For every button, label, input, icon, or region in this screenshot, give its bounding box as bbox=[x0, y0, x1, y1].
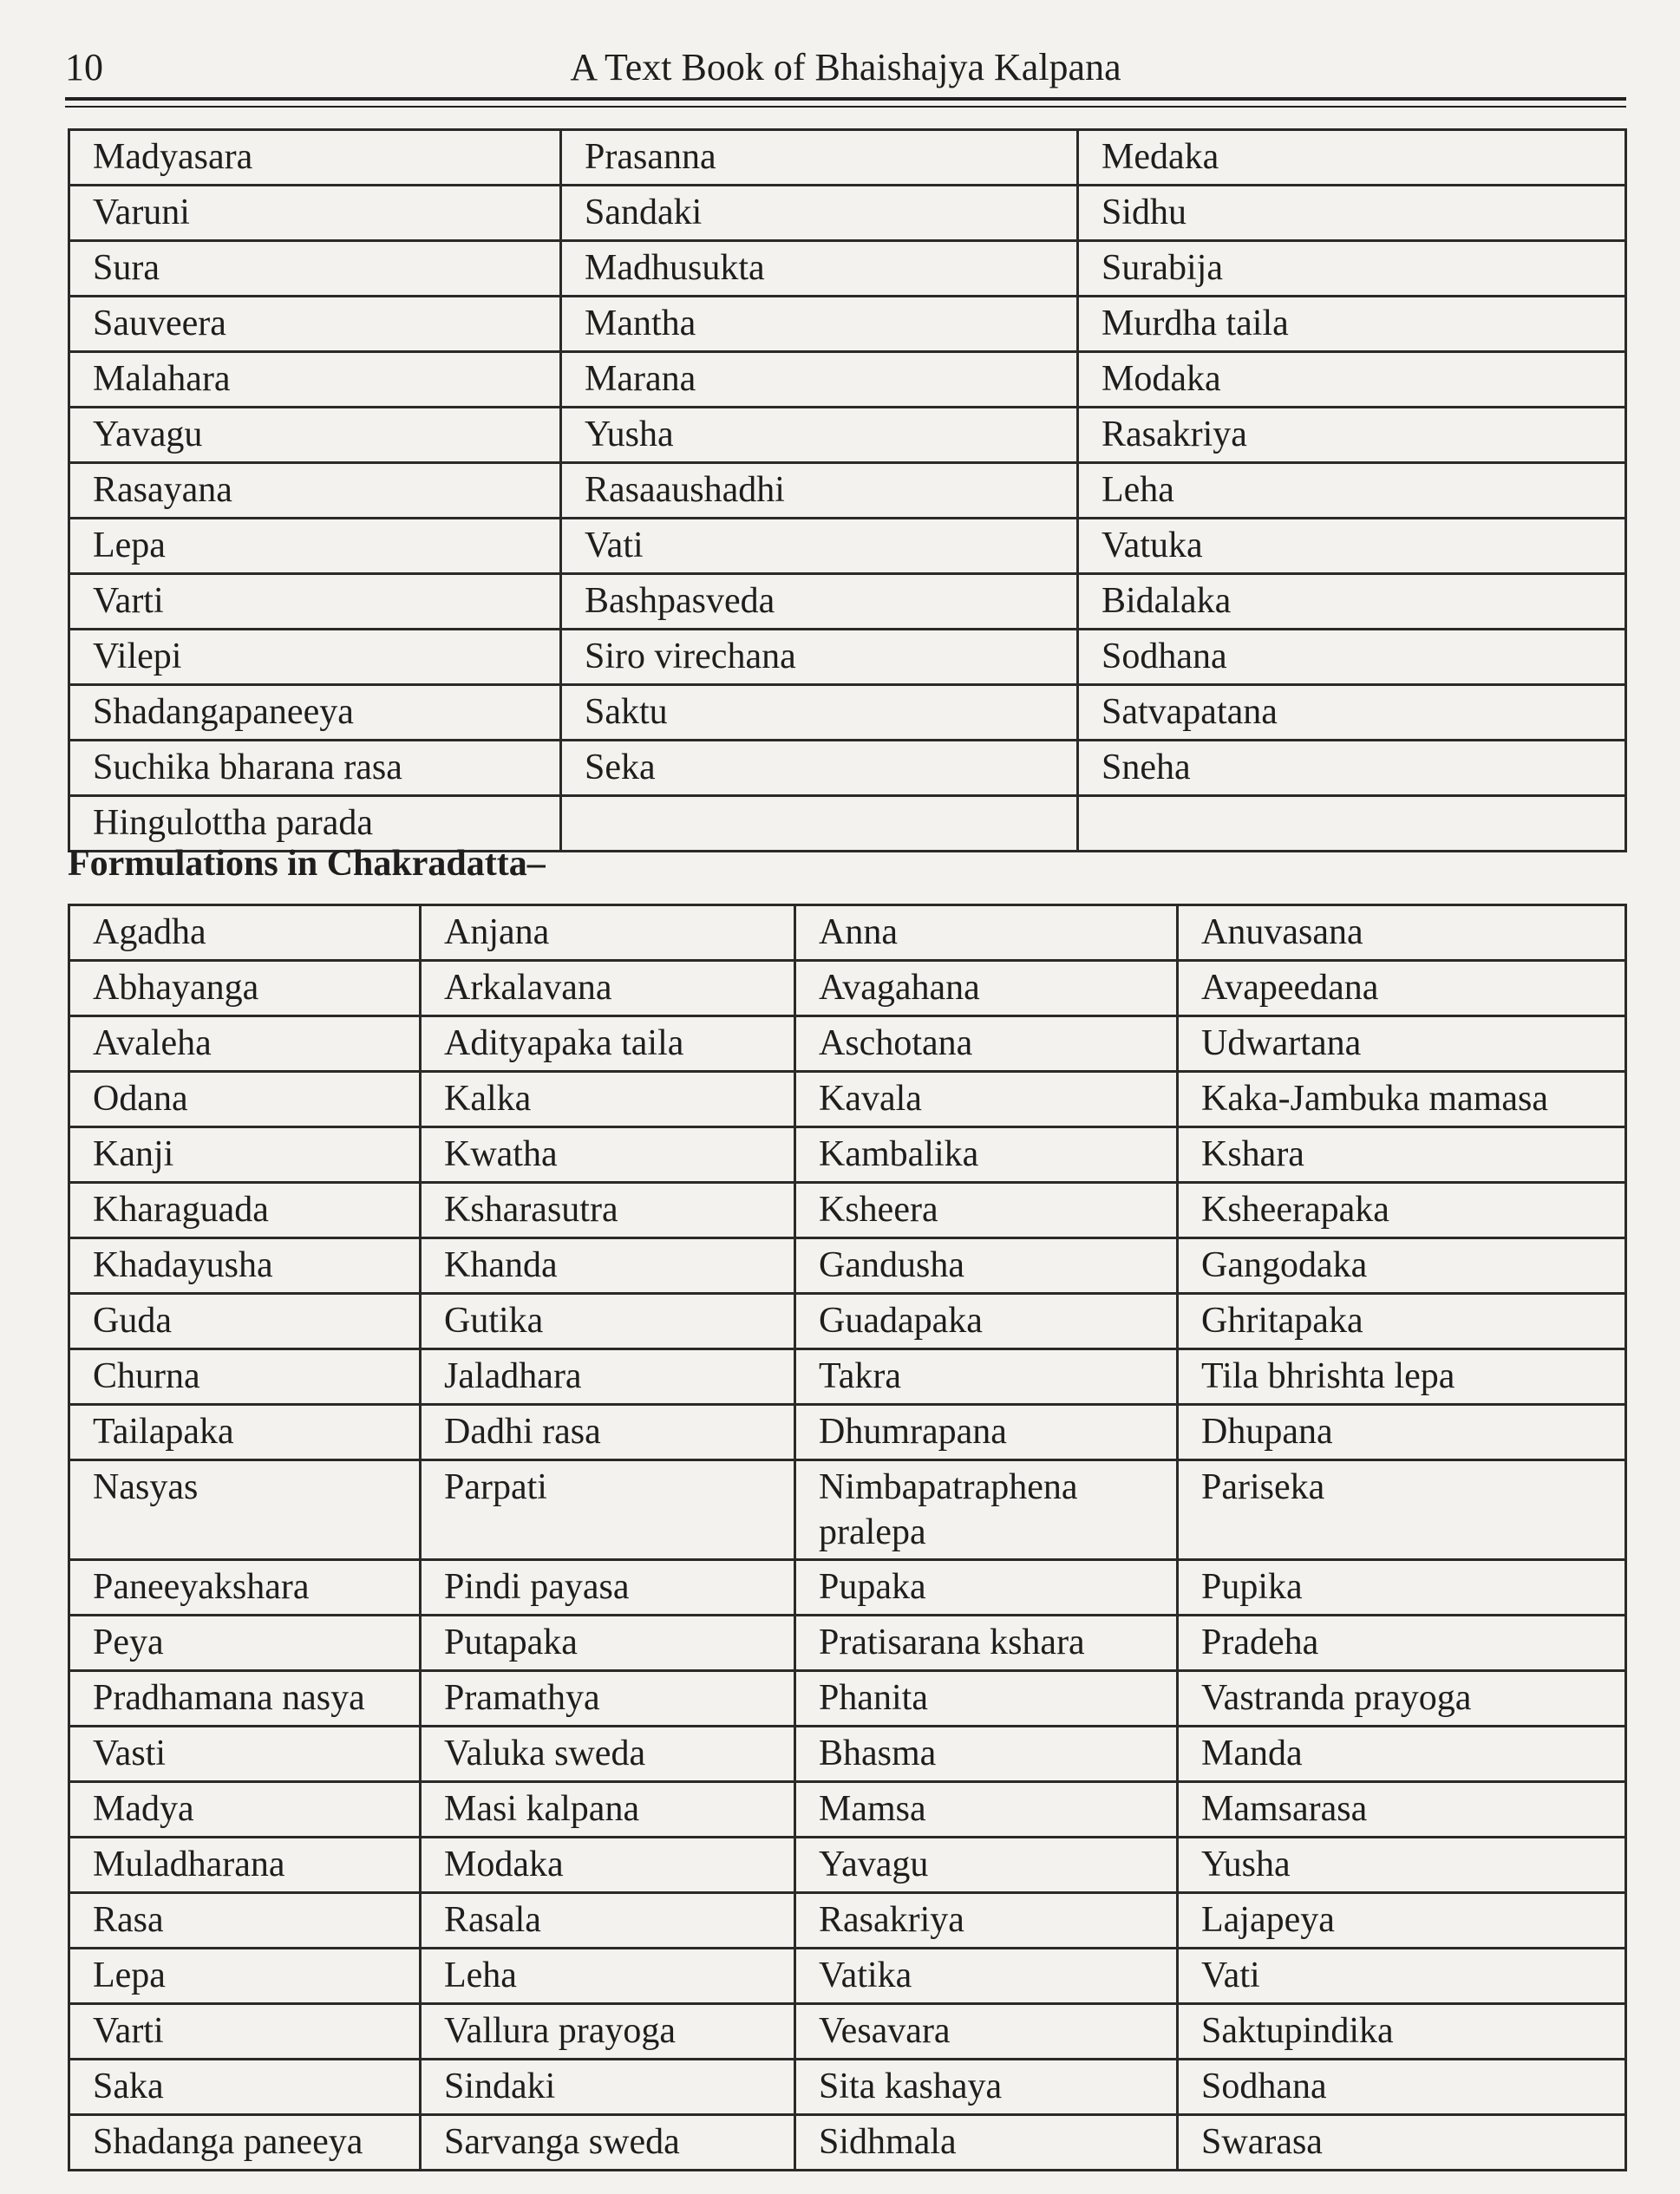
table-cell: Odana bbox=[69, 1072, 421, 1127]
table-cell: Madya bbox=[69, 1782, 421, 1838]
table-cell: Pupika bbox=[1178, 1560, 1626, 1616]
table-cell: Peya bbox=[69, 1616, 421, 1671]
table-cell: Rasaaushadhi bbox=[561, 463, 1078, 519]
table-cell: Bhasma bbox=[795, 1727, 1178, 1782]
table-cell: Gutika bbox=[421, 1294, 795, 1349]
table-row bbox=[69, 1949, 1626, 2004]
chakradatta-formulations-table bbox=[68, 904, 1627, 2171]
table-row bbox=[69, 408, 1626, 463]
table-row bbox=[69, 186, 1626, 241]
table-cell: Guda bbox=[69, 1294, 421, 1349]
table-cell: Murdha taila bbox=[1078, 297, 1626, 352]
table-cell: Saktupindika bbox=[1178, 2004, 1626, 2060]
table-cell: Tailapaka bbox=[69, 1405, 421, 1460]
table-cell: Dadhi rasa bbox=[421, 1405, 795, 1460]
table-cell: Sindaki bbox=[421, 2060, 795, 2115]
table-cell: Vasti bbox=[69, 1727, 421, 1782]
table-cell: Hingulottha parada bbox=[69, 796, 561, 852]
header-rule-thick bbox=[65, 97, 1626, 101]
table-cell: Nimbapatraphena pralepa bbox=[795, 1460, 1178, 1560]
table-cell: Sodhana bbox=[1078, 630, 1626, 685]
table-cell: Kalka bbox=[421, 1072, 795, 1127]
table-cell: Vati bbox=[1178, 1949, 1626, 2004]
table-row bbox=[69, 463, 1626, 519]
table-row bbox=[69, 1127, 1626, 1183]
table-cell: Vilepi bbox=[69, 630, 561, 685]
table-cell: Jaladhara bbox=[421, 1349, 795, 1405]
table-cell: Bidalaka bbox=[1078, 574, 1626, 630]
table-row bbox=[69, 1183, 1626, 1238]
table-cell: Anna bbox=[795, 905, 1178, 961]
table-cell: Vatika bbox=[795, 1949, 1178, 2004]
table-row bbox=[69, 1405, 1626, 1460]
table-cell: Avapeedana bbox=[1178, 961, 1626, 1016]
table-cell: Suchika bharana rasa bbox=[69, 741, 561, 796]
table-cell: Phanita bbox=[795, 1671, 1178, 1727]
table-cell: Muladharana bbox=[69, 1838, 421, 1893]
table-row bbox=[69, 961, 1626, 1016]
table-cell: Churna bbox=[69, 1349, 421, 1405]
table-cell: Malahara bbox=[69, 352, 561, 408]
table-row bbox=[69, 1560, 1626, 1616]
table-cell: Anuvasana bbox=[1178, 905, 1626, 961]
table-cell: Pramathya bbox=[421, 1671, 795, 1727]
table-row bbox=[69, 2060, 1626, 2115]
header-rule-thin bbox=[65, 106, 1626, 108]
table-cell: Kaka-Jambuka mamasa bbox=[1178, 1072, 1626, 1127]
table-row bbox=[69, 741, 1626, 796]
table-cell: Pratisarana kshara bbox=[795, 1616, 1178, 1671]
table-cell: Leha bbox=[421, 1949, 795, 2004]
table-cell: Ksheerapaka bbox=[1178, 1183, 1626, 1238]
table-row bbox=[69, 1727, 1626, 1782]
table-cell: Pupaka bbox=[795, 1560, 1178, 1616]
table-row bbox=[69, 574, 1626, 630]
table-cell: Udwartana bbox=[1178, 1016, 1626, 1072]
table-cell: Madyasara bbox=[69, 130, 561, 186]
table-cell: Modaka bbox=[1078, 352, 1626, 408]
table-cell: Gangodaka bbox=[1178, 1238, 1626, 1294]
table-cell: Vatuka bbox=[1078, 519, 1626, 574]
table-cell: Vallura prayoga bbox=[421, 2004, 795, 2060]
table-row bbox=[69, 519, 1626, 574]
table-row bbox=[69, 130, 1626, 186]
table-cell: Medaka bbox=[1078, 130, 1626, 186]
table-cell: Mantha bbox=[561, 297, 1078, 352]
table-row bbox=[69, 685, 1626, 741]
table-cell: Sidhu bbox=[1078, 186, 1626, 241]
table-cell: Khanda bbox=[421, 1238, 795, 1294]
table-cell: Seka bbox=[561, 741, 1078, 796]
table-row bbox=[69, 905, 1626, 961]
table-row bbox=[69, 1460, 1626, 1560]
table-cell: Nasyas bbox=[69, 1460, 421, 1560]
table-row bbox=[69, 1671, 1626, 1727]
table-cell: Leha bbox=[1078, 463, 1626, 519]
page-number: 10 bbox=[65, 46, 103, 88]
table-cell: Rasala bbox=[421, 1893, 795, 1949]
page-header bbox=[65, 40, 1626, 92]
table-cell: Ksharasutra bbox=[421, 1183, 795, 1238]
table-cell: Manda bbox=[1178, 1727, 1626, 1782]
table-cell: Avaleha bbox=[69, 1016, 421, 1072]
table-cell: Kambalika bbox=[795, 1127, 1178, 1183]
table-cell: Yavagu bbox=[795, 1838, 1178, 1893]
table-cell: Surabija bbox=[1078, 241, 1626, 297]
table-cell: Yusha bbox=[1178, 1838, 1626, 1893]
table-row bbox=[69, 2115, 1626, 2171]
table-cell: Kwatha bbox=[421, 1127, 795, 1183]
table-cell: Khadayusha bbox=[69, 1238, 421, 1294]
table-cell: Saka bbox=[69, 2060, 421, 2115]
table-cell: Adityapaka taila bbox=[421, 1016, 795, 1072]
table-cell: Kavala bbox=[795, 1072, 1178, 1127]
table-cell: Ghritapaka bbox=[1178, 1294, 1626, 1349]
table-cell: Bashpasveda bbox=[561, 574, 1078, 630]
table-cell: Arkalavana bbox=[421, 961, 795, 1016]
table-row bbox=[69, 1349, 1626, 1405]
table-row bbox=[69, 1238, 1626, 1294]
table-row bbox=[69, 630, 1626, 685]
table-cell: Modaka bbox=[421, 1838, 795, 1893]
table-cell: Pradhamana nasya bbox=[69, 1671, 421, 1727]
table-cell: Aschotana bbox=[795, 1016, 1178, 1072]
table-cell: Agadha bbox=[69, 905, 421, 961]
table-cell: Lepa bbox=[69, 1949, 421, 2004]
table-row bbox=[69, 1782, 1626, 1838]
table-cell: Vastranda prayoga bbox=[1178, 1671, 1626, 1727]
table-cell: Saktu bbox=[561, 685, 1078, 741]
table-cell: Mamsarasa bbox=[1178, 1782, 1626, 1838]
table-cell: Rasa bbox=[69, 1893, 421, 1949]
table-cell: Sidhmala bbox=[795, 2115, 1178, 2171]
table-cell: Kshara bbox=[1178, 1127, 1626, 1183]
table-row bbox=[69, 1838, 1626, 1893]
table-cell: Anjana bbox=[421, 905, 795, 961]
table-cell: Takra bbox=[795, 1349, 1178, 1405]
table-cell: Avagahana bbox=[795, 961, 1178, 1016]
table-cell: Madhusukta bbox=[561, 241, 1078, 297]
table-row bbox=[69, 297, 1626, 352]
table-cell: Shadangapaneeya bbox=[69, 685, 561, 741]
table-cell: Vati bbox=[561, 519, 1078, 574]
table-cell: Sita kashaya bbox=[795, 2060, 1178, 2115]
table-cell: Putapaka bbox=[421, 1616, 795, 1671]
section-heading: Formulations in Chakradatta– bbox=[68, 844, 546, 884]
table-cell: Dhumrapana bbox=[795, 1405, 1178, 1460]
table-cell: Siro virechana bbox=[561, 630, 1078, 685]
table-row bbox=[69, 1294, 1626, 1349]
running-title: A Text Book of Bhaishajya Kalpana bbox=[570, 46, 1121, 88]
table-cell: Abhayanga bbox=[69, 961, 421, 1016]
table-cell: Sarvanga sweda bbox=[421, 2115, 795, 2171]
table-cell: Pariseka bbox=[1178, 1460, 1626, 1560]
table-row bbox=[69, 241, 1626, 297]
table-cell: Tila bhrishta lepa bbox=[1178, 1349, 1626, 1405]
table-cell: Marana bbox=[561, 352, 1078, 408]
table-cell: Kharaguada bbox=[69, 1183, 421, 1238]
table-row bbox=[69, 1616, 1626, 1671]
formulations-table-1 bbox=[68, 128, 1627, 852]
table-cell bbox=[561, 796, 1078, 852]
table-cell bbox=[1078, 796, 1626, 852]
table-cell: Ksheera bbox=[795, 1183, 1178, 1238]
table-cell: Varti bbox=[69, 2004, 421, 2060]
table-cell: Sandaki bbox=[561, 186, 1078, 241]
table-cell: Guadapaka bbox=[795, 1294, 1178, 1349]
table-cell: Rasakriya bbox=[1078, 408, 1626, 463]
table-cell: Valuka sweda bbox=[421, 1727, 795, 1782]
table-cell: Sura bbox=[69, 241, 561, 297]
table-cell: Parpati bbox=[421, 1460, 795, 1560]
table-cell: Yavagu bbox=[69, 408, 561, 463]
table-cell: Dhupana bbox=[1178, 1405, 1626, 1460]
table-cell: Paneeyakshara bbox=[69, 1560, 421, 1616]
table-cell: Sauveera bbox=[69, 297, 561, 352]
table-row bbox=[69, 352, 1626, 408]
table-cell: Pindi payasa bbox=[421, 1560, 795, 1616]
table-cell: Kanji bbox=[69, 1127, 421, 1183]
table-cell: Satvapatana bbox=[1078, 685, 1626, 741]
table-cell: Pradeha bbox=[1178, 1616, 1626, 1671]
table-cell: Varuni bbox=[69, 186, 561, 241]
table-row bbox=[69, 2004, 1626, 2060]
table-cell: Swarasa bbox=[1178, 2115, 1626, 2171]
table-cell: Lajapeya bbox=[1178, 1893, 1626, 1949]
table-row bbox=[69, 1072, 1626, 1127]
table-cell: Shadanga paneeya bbox=[69, 2115, 421, 2171]
table-cell: Gandusha bbox=[795, 1238, 1178, 1294]
table-cell: Masi kalpana bbox=[421, 1782, 795, 1838]
table-cell: Varti bbox=[69, 574, 561, 630]
table-cell: Rasakriya bbox=[795, 1893, 1178, 1949]
table-cell: Vesavara bbox=[795, 2004, 1178, 2060]
table-row bbox=[69, 1893, 1626, 1949]
table-cell: Sodhana bbox=[1178, 2060, 1626, 2115]
table-cell: Sneha bbox=[1078, 741, 1626, 796]
table-row bbox=[69, 1016, 1626, 1072]
table-cell: Mamsa bbox=[795, 1782, 1178, 1838]
table-cell: Yusha bbox=[561, 408, 1078, 463]
table-cell: Rasayana bbox=[69, 463, 561, 519]
table-cell: Prasanna bbox=[561, 130, 1078, 186]
table-cell: Lepa bbox=[69, 519, 561, 574]
